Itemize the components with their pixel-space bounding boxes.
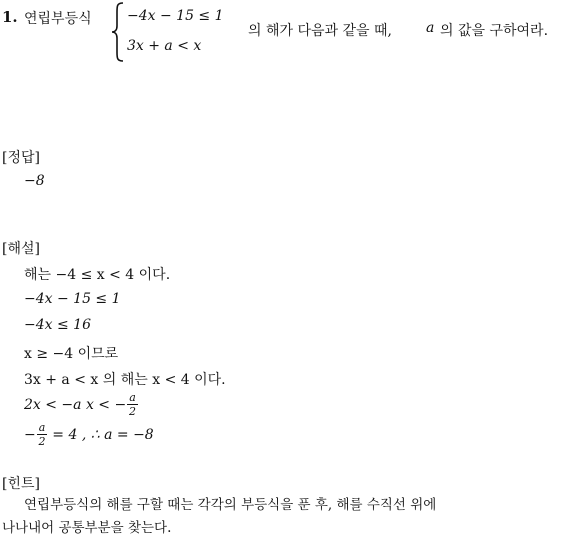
solution-line-7: [24, 422, 154, 447]
solution-line-6: [24, 392, 139, 417]
problem-tail-pre: 의 해가 다음과 같을 때,: [248, 23, 392, 39]
fraction-denominator: 2: [129, 405, 136, 418]
solution-line-2: −4x − 15 ≤ 1: [24, 291, 121, 307]
fraction-numerator-2: a: [38, 421, 46, 434]
hint-header: [힌트]: [2, 476, 40, 492]
fraction-numerator: a: [129, 391, 136, 404]
problem-tail-var: a: [426, 20, 435, 36]
problem-number: 1.: [2, 8, 18, 26]
fraction-denominator-2: 2: [38, 435, 46, 448]
problem-tail-post: 의 값을 구하여라.: [440, 23, 549, 39]
hint-line-1: 연립부등식의 해를 구할 때는 각각의 부등식을 푼 후, 해를 수직선 위에: [24, 497, 437, 513]
solution-header: [해설]: [2, 241, 40, 257]
solution-line-3: −4x ≤ 16: [24, 317, 91, 333]
solution-line-6-text: 2x < −a x < −: [24, 396, 127, 413]
problem-lead-text: 연립부등식: [24, 11, 92, 27]
solution-line-5: 3x + a < x 의 해는 x < 4 이다.: [24, 372, 226, 388]
hint-line-2: 나나내어 공통부분을 찾는다.: [2, 520, 172, 536]
system-inequality-2: 3x + a < x: [127, 38, 202, 54]
fraction-a-over-2-second: [37, 422, 48, 447]
answer-value: −8: [24, 173, 45, 189]
system-brace: [111, 2, 125, 62]
solution-line-7-pre: −: [24, 426, 36, 443]
solution-line-7-post: = 4 , ∴ a = −8: [52, 426, 154, 443]
solution-line-1: 해는 −4 ≤ x < 4 이다.: [24, 267, 171, 283]
answer-header: [정답]: [2, 150, 40, 166]
solution-line-4: x ≥ −4 이므로: [24, 346, 119, 362]
fraction-a-over-2: [127, 392, 138, 417]
system-inequality-1: −4x − 15 ≤ 1: [127, 8, 224, 24]
